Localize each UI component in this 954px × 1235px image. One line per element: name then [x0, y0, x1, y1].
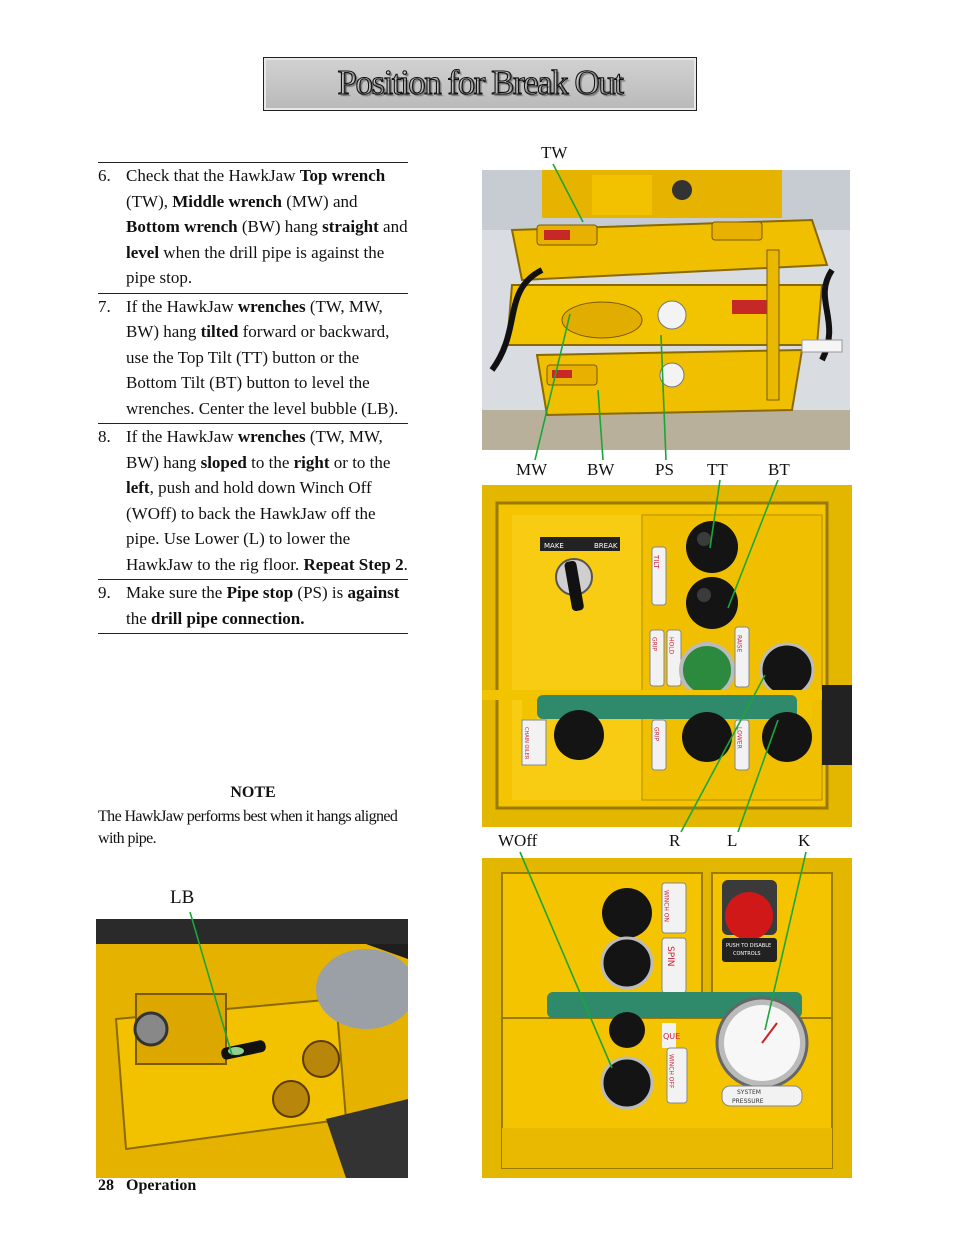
step-text: [126, 294, 408, 422]
step-number: 6.: [98, 166, 111, 185]
hold-label: HOLD: [667, 637, 675, 655]
step-text-run: or to the: [329, 452, 391, 472]
step-bold-text: against: [347, 583, 400, 602]
step-text-run: (PS) is: [293, 583, 348, 602]
step-text-run: Check that the HawkJaw: [126, 166, 300, 185]
step-bold-text: drill pipe connection.: [151, 608, 305, 628]
page-title-banner: [263, 57, 697, 111]
step-text-run: Make sure the: [126, 583, 227, 602]
pressure-label: PRESSURE: [732, 1098, 764, 1105]
label-mw: MW: [516, 460, 548, 479]
label-bw: BW: [587, 460, 615, 479]
label-lb: LB: [170, 887, 195, 908]
step-bold-text: tilted: [200, 322, 239, 341]
step-text-run: the: [126, 608, 152, 628]
wrench-assembly-photo: [482, 170, 850, 450]
label-tt: TT: [707, 460, 728, 479]
break-label: BREAK: [594, 542, 618, 550]
step-bold-text: level: [126, 242, 160, 262]
step-item: [98, 579, 408, 634]
step-text-run: and: [378, 217, 408, 236]
step-text-run: , push and hold down Winch Off (WOff) to back the HawkJaw off the pipe. Use Lower (L) to lower the HawkJaw to the rig floor.: [126, 478, 376, 574]
step-number: 8.: [98, 427, 111, 446]
step-text-run: (TW, MW, BW) hang: [126, 427, 383, 472]
step-bold-text: wrenches: [237, 427, 306, 446]
step-text-run: (TW),: [126, 191, 173, 211]
note-heading: NOTE: [230, 784, 276, 801]
chain-oiler-label: CHAIN OILER: [523, 727, 529, 760]
step-text: [126, 424, 408, 577]
level-bubble-photo: [96, 919, 408, 1178]
grip-label-top: GRIP: [650, 637, 658, 652]
system-label: SYSTEM: [737, 1089, 761, 1096]
label-woff: WOff: [498, 831, 538, 850]
step-text-run: forward or backward, use the Top Tilt (TT) button or the Bottom Tilt (BT) button to level the wrenches. Center the level bubble (LB).: [126, 322, 399, 418]
step-text-run: (BW) hang: [237, 217, 323, 236]
step-bold-text: straight: [322, 217, 379, 236]
page-number: 28: [98, 1177, 114, 1194]
step-text-run: when the drill pipe is against the pipe stop.: [126, 242, 385, 287]
step-bold-text: Middle wrench: [172, 191, 282, 211]
label-ps: PS: [655, 460, 674, 479]
step-number: 7.: [98, 296, 111, 316]
step-bold-text: right: [293, 452, 330, 472]
step-bold-text: Repeat Step 2: [303, 554, 404, 574]
spin-label: SPIN: [665, 946, 675, 967]
step-text-run: to the: [246, 452, 294, 472]
step-bold-text: wrenches: [237, 296, 306, 316]
make-label: MAKE: [544, 542, 564, 550]
page-title: Position for Break Out: [337, 63, 623, 102]
step-bold-text: Pipe stop: [226, 583, 294, 602]
lower-label: LOWER: [735, 727, 743, 749]
tilt-label: TILT: [652, 555, 660, 569]
step-item: [98, 162, 408, 293]
torque-label: QUE: [663, 1032, 681, 1041]
grip-label: GRIP: [652, 727, 660, 742]
push-disable-label: PUSH TO DISABLE: [726, 943, 772, 949]
label-k: K: [798, 831, 811, 850]
control-panel-photo: [482, 485, 852, 827]
step-text-run: (TW, MW, BW) hang: [126, 296, 383, 341]
raise-label: RAISE: [735, 635, 743, 653]
step-bold-text: Top wrench: [299, 166, 386, 185]
winch-on-label: WINCH ON: [662, 890, 670, 923]
step-text: [126, 580, 408, 631]
step-text: [126, 163, 408, 291]
label-bt: BT: [768, 460, 790, 479]
label-r: R: [669, 831, 681, 850]
label-tw: TW: [541, 143, 568, 162]
step-text-run: (MW) and: [281, 191, 358, 211]
footer-section: Operation: [126, 1177, 197, 1194]
step-item: [98, 293, 408, 424]
step-bold-text: sloped: [200, 452, 247, 472]
step-text-run: If the HawkJaw: [126, 296, 238, 316]
step-bold-text: left: [126, 478, 150, 497]
step-text-run: If the HawkJaw: [126, 427, 238, 446]
steps-list: [98, 162, 408, 634]
step-bold-text: Bottom wrench: [126, 217, 238, 236]
page-footer: [98, 1177, 196, 1195]
label-l: L: [727, 831, 738, 850]
winch-off-label: WINCH OFF: [667, 1054, 675, 1089]
winch-panel-photo: [482, 858, 852, 1178]
step-item: [98, 423, 408, 579]
step-text-run: .: [403, 554, 408, 574]
step-number: 9.: [98, 583, 111, 602]
note-body: The HawkJaw performs best when it hangs aligned with pipe.: [98, 808, 398, 847]
controls-label: CONTROLS: [733, 951, 761, 957]
